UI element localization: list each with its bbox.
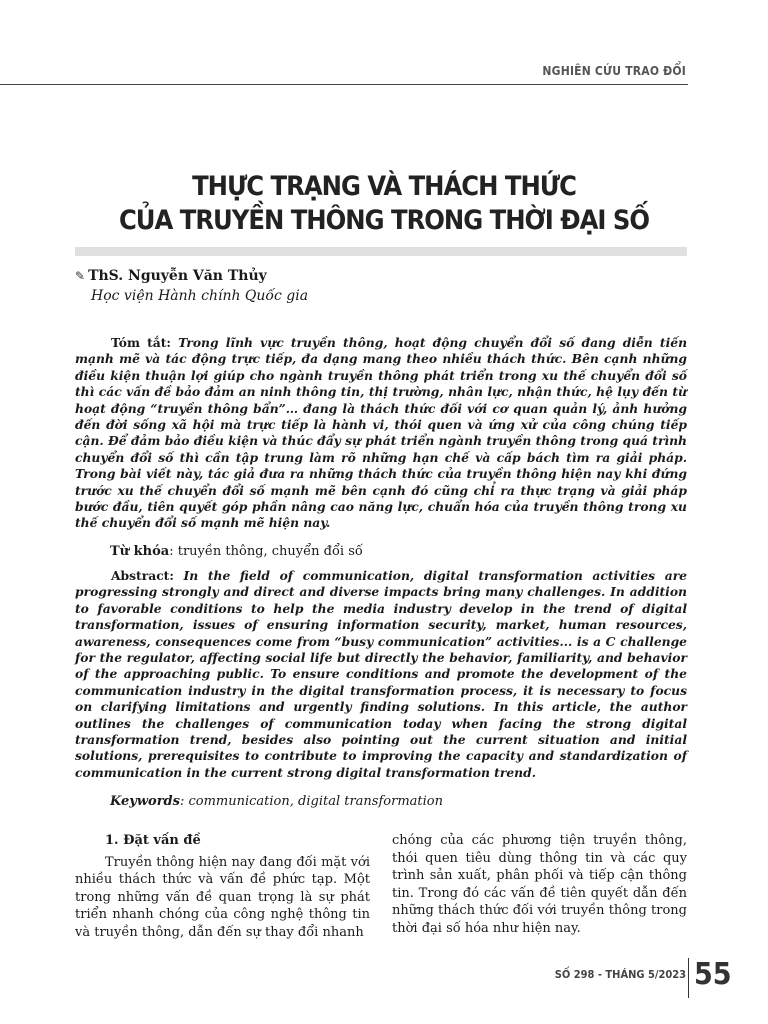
header-rule <box>0 84 688 85</box>
title-line-2: CỦA TRUYỀN THÔNG TRONG THỜI ĐẠI SỐ <box>118 205 650 236</box>
title-divider <box>75 247 687 256</box>
body-column-right <box>392 832 687 937</box>
body-paragraph-2: chóng của các phương tiện truyền thông, thói quen tiêu dùng thông tin và các quy trình sản xuất, phân phối và tiếp cận thông tin. Trong đó các vấn đề tiên quyết dẫn đến những thách thức đối với truyền thông trong thời đại số hóa như hiện nay. <box>392 833 687 936</box>
keywords-vn-label: Từ khóa <box>110 544 170 559</box>
keywords-en-text: : communication, digital transformation <box>179 794 443 809</box>
body-paragraph-1: Truyền thông hiện nay đang đối mặt với nhiều thách thức và vấn đề phức tạp. Một trong những vấn đề quan trọng là sự phát triển nhanh chóng của công nghệ thông tin và truyền thông, dẫn đến sự thay đổi nhanh <box>75 854 370 940</box>
body-column-left <box>75 832 370 941</box>
section-heading: 1. Đặt vấn đề <box>105 833 201 848</box>
issue-label: SỐ 298 - THÁNG 5/2023 <box>554 968 686 981</box>
keywords-en-label: Keywords <box>110 794 180 809</box>
abstract-en-text: In the field of communication, digital transformation activities are progressing strongly and direct and diverse impacts bring many challenges. In addition to favorable conditions to help the media industry develop in the trend of digital transformation, issues of ensuring information security, market, human resources, awareness, consequences come from “busy communication” activities... is a C challenge for the regulator, affecting social life but directly the behavior, familiarity, and behavior of the approaching public. To ensure conditions and promote the development of the communication industry in the digital transformation process, it is necessary to focus on clarifying limitations and urgently finding solutions. In this article, the author outlines the challenges of communication today when facing the strong digital transformation trend, besides also pointing out the current situation and initial solutions, prerequisites to contribute to improving the capacity and standardization of communication in the current strong digital transformation trend. <box>75 568 687 780</box>
footer-divider <box>688 958 689 998</box>
abstract-english <box>75 568 687 781</box>
section-label: NGHIÊN CỨU TRAO ĐỔI <box>542 64 686 78</box>
author-affiliation: Học viện Hành chính Quốc gia <box>91 288 309 304</box>
abstract-vn-text: Trong lĩnh vực truyền thông, hoạt động chuyển đổi số đang diễn tiến mạnh mẽ và tác động trực tiếp, đa dạng mang theo nhiều thách thức. Bên cạnh những điều kiện thuận lợi giúp cho ngành truyền thông phát triển trong xu thế chuyển đổi số thì các vấn đề bảo đảm an ninh thông tin, thị trường, nhân lực, nhận thức, hệ lụy đến từ hoạt động “truyền thông bẩn”… đang là thách thức đối với cơ quan quản lý, ảnh hưởng đến đời sống xã hội mà trực tiếp là hành vi, thói quen và ứng xử của công chúng tiếp cận. Để đảm bảo điều kiện và thúc đẩy sự phát triển ngành truyền thông trong quá trình chuyển đổi số thì cần tập trung làm rõ những hạn chế và cấp bách tìm ra giải pháp. Trong bài viết này, tác giả đưa ra những thách thức của truyền thông hiện nay khi đứng trước xu thế chuyển đổi số mạnh mẽ bên cạnh đó cũng chỉ ra thực trạng và giải pháp bước đầu, tiên quyết góp phần nâng cao năng lực, chuẩn hóa của truyền thông trong xu thế chuyển đổi số mạnh mẽ hiện nay. <box>75 335 688 531</box>
article-title <box>0 170 768 238</box>
pen-icon: ✎ <box>75 269 86 283</box>
keywords-english <box>110 794 443 809</box>
keywords-vietnamese <box>110 544 363 559</box>
keywords-vn-text: : truyền thông, chuyển đổi số <box>169 544 363 559</box>
title-line-1: THỰC TRẠNG VÀ THÁCH THỨC <box>192 171 576 202</box>
abstract-vn-label: Tóm tắt: <box>111 335 171 350</box>
author-line <box>75 266 308 286</box>
abstract-en-label: Abstract: <box>111 568 174 583</box>
page-number: 55 <box>694 957 732 992</box>
abstract-vietnamese <box>75 335 687 532</box>
author-block <box>75 266 308 306</box>
author-name: ThS. Nguyễn Văn Thủy <box>88 268 267 284</box>
